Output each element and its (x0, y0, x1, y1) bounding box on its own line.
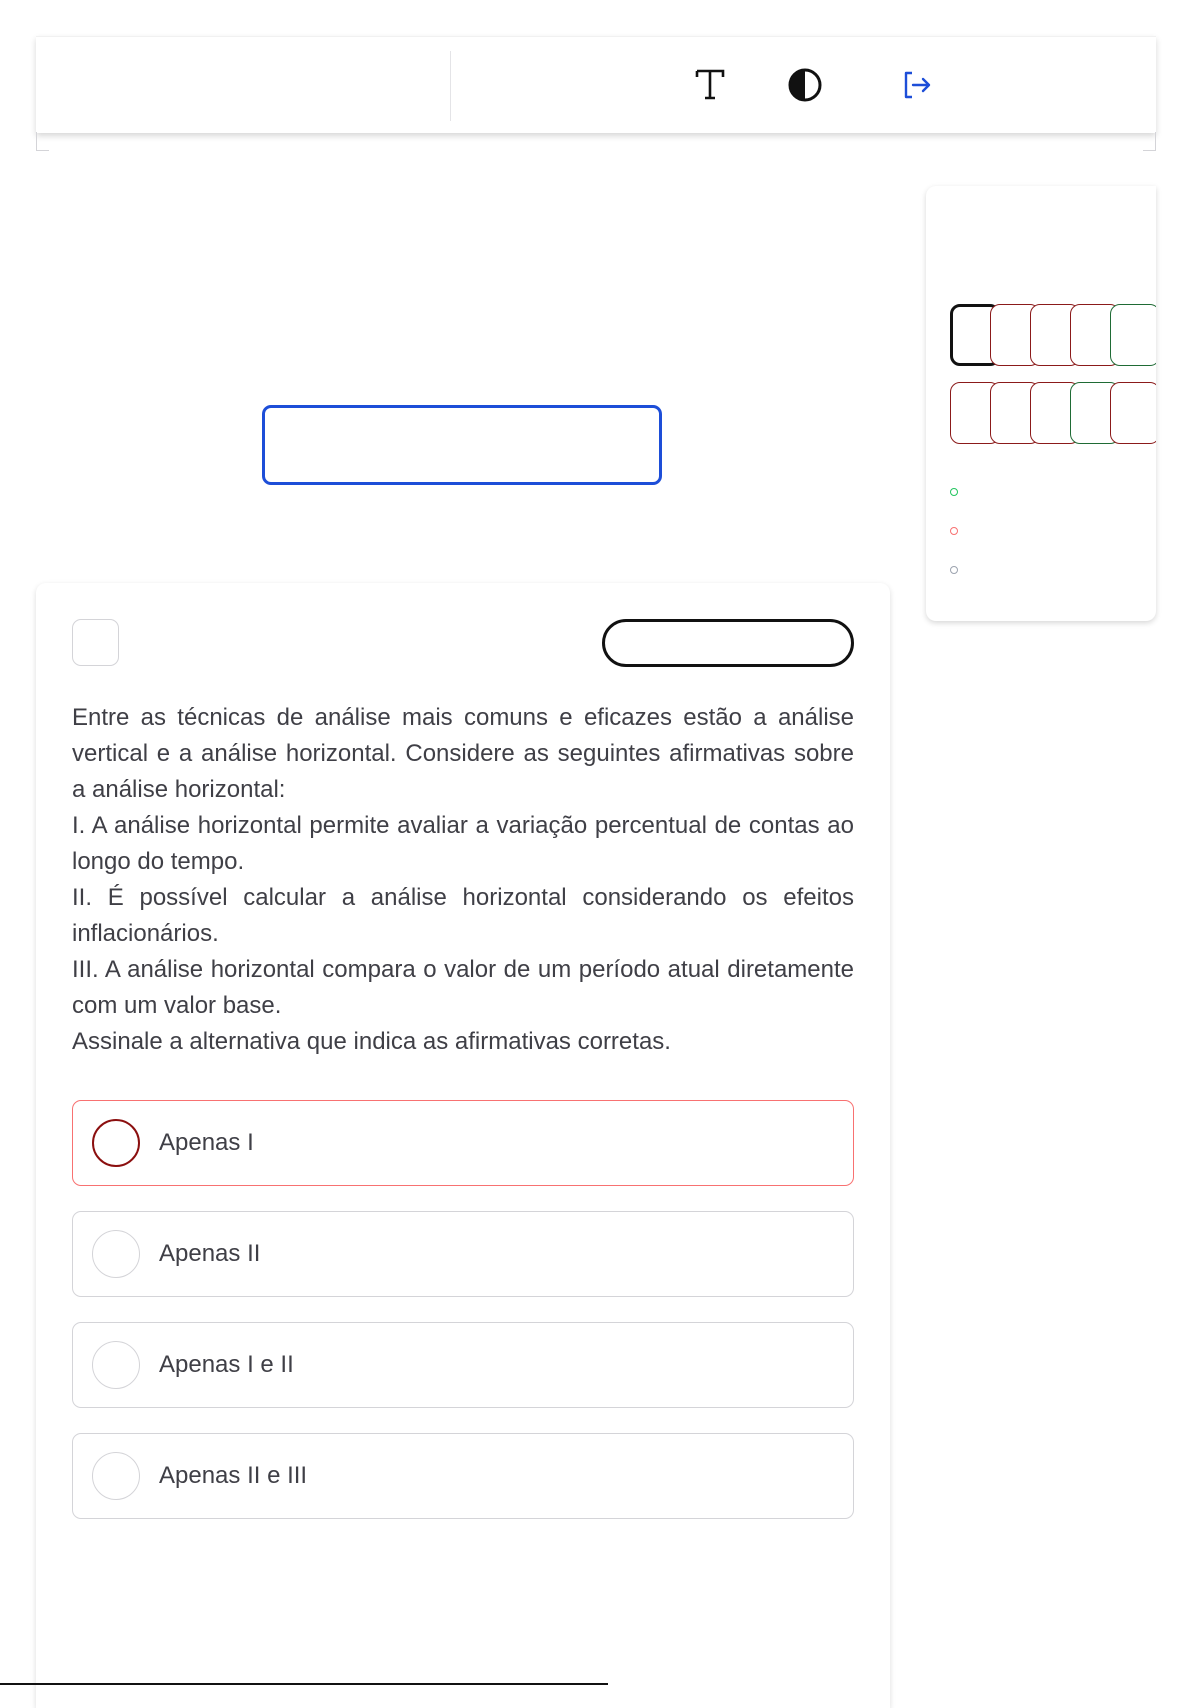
answer-option-b[interactable] (72, 1211, 854, 1297)
highlight-box (262, 405, 662, 485)
answer-option-d[interactable] (72, 1433, 854, 1519)
radio-button[interactable] (92, 1452, 140, 1500)
question-statement (72, 700, 854, 1060)
question-nav-cell-incorrect[interactable] (1110, 382, 1156, 444)
option-label: Apenas I e II (159, 1351, 294, 1378)
toolbar-edge-left (36, 132, 49, 151)
toolbar-edge-right (1143, 132, 1156, 151)
answer-option-a[interactable] (72, 1100, 854, 1186)
statement-intro: Entre as técnicas de análise mais comuns e eficazes estão a análise vertical e a análise horizontal. Considere as seguintes afirmativas sobre a análise horizontal: (72, 704, 854, 803)
legend-item-correct (950, 472, 958, 511)
legend-item-unanswered (950, 550, 958, 589)
mark-question-checkbox[interactable] (72, 619, 119, 666)
toolbar-divider (450, 51, 451, 121)
font-size-button[interactable] (686, 61, 734, 109)
top-toolbar (36, 36, 1156, 133)
status-dot-icon (950, 566, 958, 574)
answer-option-c[interactable] (72, 1322, 854, 1408)
legend-item-incorrect (950, 511, 958, 550)
status-dot-icon (950, 488, 958, 496)
statement-instruction: Assinale a alternativa que indica as afirmativas corretas. (72, 1028, 671, 1055)
radio-button[interactable] (92, 1119, 140, 1167)
radio-button[interactable] (92, 1230, 140, 1278)
statement-item-1: I. A análise horizontal permite avaliar a variação percentual de contas ao longo do tempo. (72, 812, 854, 875)
question-grid (950, 304, 1156, 444)
status-legend (950, 472, 958, 589)
statement-item-3: III. A análise horizontal compara o valor de um período atual diretamente com um valor base. (72, 956, 854, 1019)
question-navigator (926, 186, 1156, 621)
option-label: Apenas II (159, 1240, 261, 1267)
text-size-icon (694, 68, 726, 102)
option-label: Apenas II e III (159, 1462, 308, 1489)
question-tag-pill (602, 619, 854, 667)
radio-button[interactable] (92, 1341, 140, 1389)
exit-button[interactable] (894, 61, 942, 109)
question-card (36, 583, 890, 1708)
contrast-icon (787, 67, 823, 103)
option-label: Apenas I (159, 1129, 254, 1156)
question-nav-cell-correct[interactable] (1110, 304, 1156, 366)
status-dot-icon (950, 527, 958, 535)
sign-out-icon (901, 68, 935, 102)
contrast-toggle-button[interactable] (781, 61, 829, 109)
statement-item-2: II. É possível calcular a análise horizontal considerando os efeitos inflacionários. (72, 884, 854, 947)
